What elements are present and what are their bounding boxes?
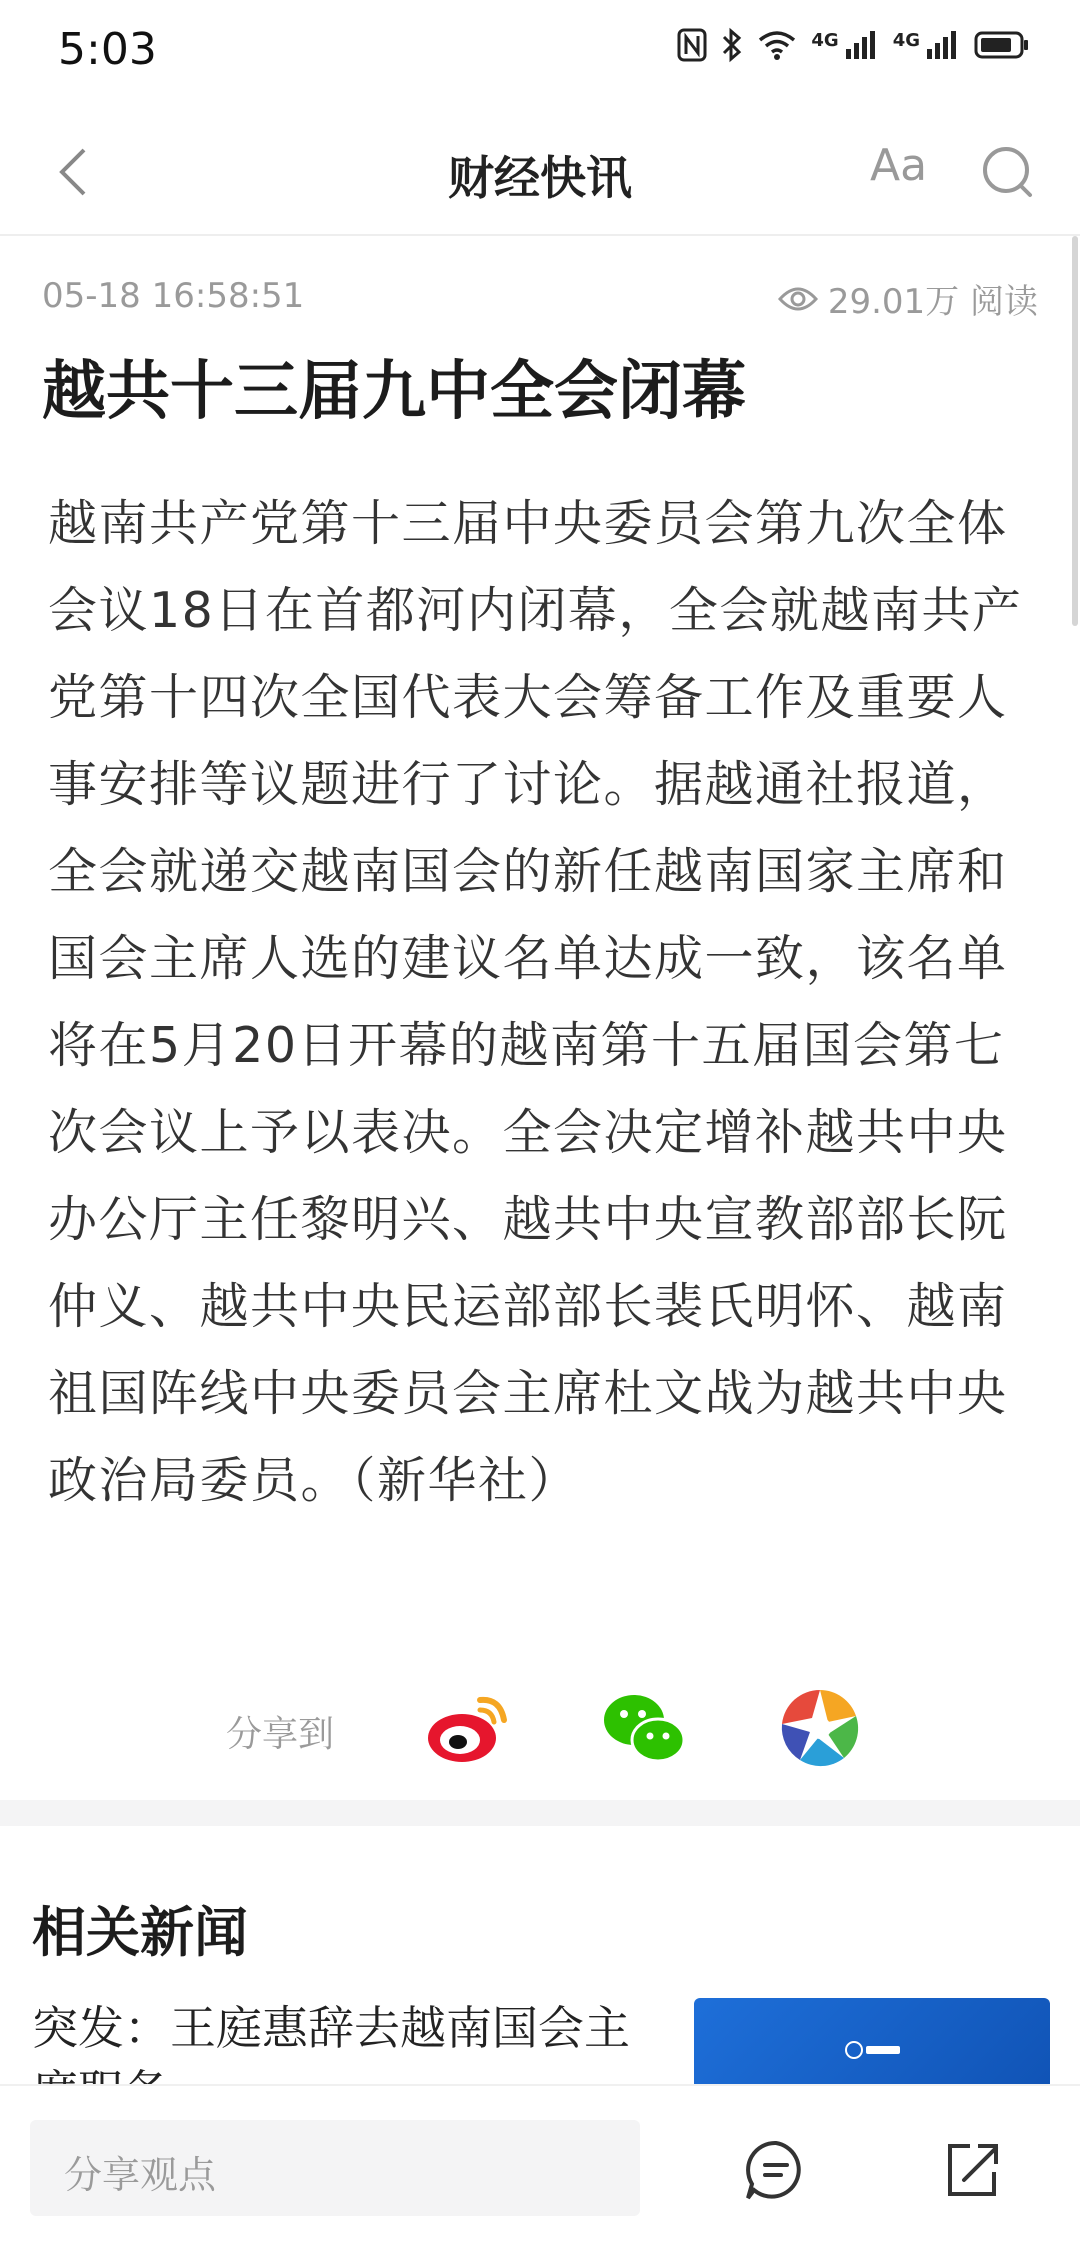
weibo-icon [420,1680,516,1776]
status-bar [0,0,1080,100]
font-size-button[interactable]: Aa [870,140,928,191]
news-logo-icon [844,2038,904,2062]
signal-icon [845,29,879,61]
bottom-bar [0,2084,1080,2246]
scrollbar[interactable] [1072,236,1078,626]
section-divider [0,1800,1080,1826]
views-count: 29.01万 阅读 [827,282,1038,322]
share-arrow-icon [940,2138,1004,2202]
article-body: 越南共产党第十三届中央委员会第九次全体会议18日在首都河内闭幕，全会就越南共产党第十四次全国代表大会筹备工作及重要人事安排等议题进行了讨论。据越通社报道，全会就递交越南国会的新任越南国家主席和国会主席人选的建议名单达成一致，该名单将在5月20日开幕的越南第十五届国会第七次会议上予以表决。全会决定增补越共中央办公厅主任黎明兴、越共中央宣教部部长阮仲义、越共中央民运部部长裴氏明怀、越南祖国阵线中央委员会主席杜文战为越共中央政治局委员。（新华社） [48,495,1023,1509]
network-type-label-2: 4G [892,30,920,51]
wechat-icon [596,1680,692,1776]
share-row [0,1680,1080,1780]
article-headline: 越共十三届九中全会闭幕 [42,355,746,429]
comments-button[interactable] [744,2138,808,2202]
search-icon [980,144,1036,200]
article-views [778,274,1038,323]
status-icons [677,28,1030,62]
nfc-icon [677,28,707,62]
article-date: 05-18 16:58:51 [42,276,305,316]
related-news-item[interactable] [32,1990,1052,2090]
network-type-label-1: 4G [811,30,839,51]
page-title: 财经快讯 [448,151,632,205]
comment-placeholder: 分享观点 [64,2153,217,2197]
status-time: 5:03 [58,24,157,75]
share-moments-button[interactable] [772,1680,868,1776]
share-label: 分享到 [226,1714,335,1755]
back-arrow-icon [50,140,94,204]
top-nav-bar [0,110,1080,236]
bluetooth-icon [721,28,743,62]
related-news-item-title: 突发：王庭惠辞去越南国会主 [32,2001,630,2055]
wifi-icon [757,29,797,61]
battery-icon [974,30,1030,60]
share-button[interactable] [940,2138,1004,2202]
search-button[interactable] [980,144,1036,200]
share-weibo-button[interactable] [420,1680,516,1776]
back-button[interactable] [50,140,94,204]
share-wechat-button[interactable] [596,1680,692,1776]
related-news-title: 相关新闻 [32,1901,248,1964]
eye-icon [778,284,818,314]
moments-icon [772,1680,868,1776]
signal-icon [926,29,960,61]
comment-icon [744,2138,808,2202]
comment-input[interactable] [30,2120,640,2216]
